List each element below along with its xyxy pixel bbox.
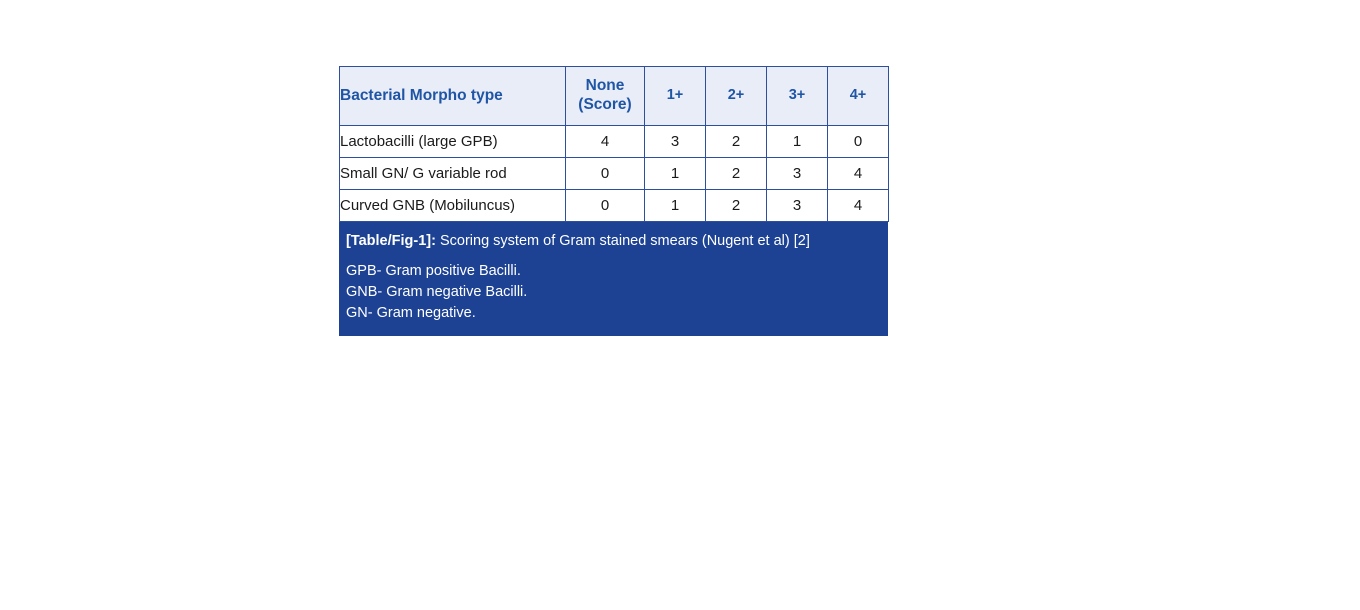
- caption-title: [346, 232, 880, 251]
- header-row: [340, 67, 889, 126]
- cell-2plus: 2: [706, 126, 767, 158]
- column-header-2plus: 2+: [706, 67, 767, 126]
- row-label: Small GN/ G variable rod: [340, 158, 566, 190]
- cell-4plus: 0: [828, 126, 889, 158]
- none-label-line1: None: [585, 77, 625, 95]
- column-header-4plus: 4+: [828, 67, 889, 126]
- none-label-line2: (Score): [578, 96, 632, 113]
- cell-1plus: 1: [645, 190, 706, 222]
- table-row: [340, 126, 889, 158]
- table-row: [340, 158, 889, 190]
- caption-label: [Table/Fig-1]:: [346, 233, 436, 249]
- nugent-score-figure: [339, 66, 888, 336]
- cell-none: 4: [566, 126, 645, 158]
- row-label: Lactobacilli (large GPB): [340, 126, 566, 158]
- cell-none: 0: [566, 158, 645, 190]
- column-header-none-score: [566, 67, 645, 126]
- caption-note-gn: GN- Gram negative.: [346, 304, 476, 321]
- cell-3plus: 3: [767, 158, 828, 190]
- column-header-morpho-type: Bacterial Morpho type: [340, 67, 566, 126]
- caption-text: Scoring system of Gram stained smears (Nugent et al) [2]: [435, 233, 810, 249]
- table-body: [340, 126, 889, 222]
- cell-3plus: 1: [767, 126, 828, 158]
- table-head: [340, 67, 889, 126]
- column-header-3plus: 3+: [767, 67, 828, 126]
- row-label: Curved GNB (Mobiluncus): [340, 190, 566, 222]
- cell-1plus: 3: [645, 126, 706, 158]
- cell-1plus: 1: [645, 158, 706, 190]
- cell-none: 0: [566, 190, 645, 222]
- cell-2plus: 2: [706, 158, 767, 190]
- cell-4plus: 4: [828, 190, 889, 222]
- cell-4plus: 4: [828, 158, 889, 190]
- caption-note-gnb: GNB- Gram negative Bacilli.: [346, 283, 528, 300]
- cell-2plus: 2: [706, 190, 767, 222]
- table-row: [340, 190, 889, 222]
- column-header-1plus: 1+: [645, 67, 706, 126]
- cell-3plus: 3: [767, 190, 828, 222]
- figure-caption: [339, 222, 888, 336]
- caption-note-gpb: GPB- Gram positive Bacilli.: [346, 262, 521, 279]
- scoring-table: [339, 66, 889, 222]
